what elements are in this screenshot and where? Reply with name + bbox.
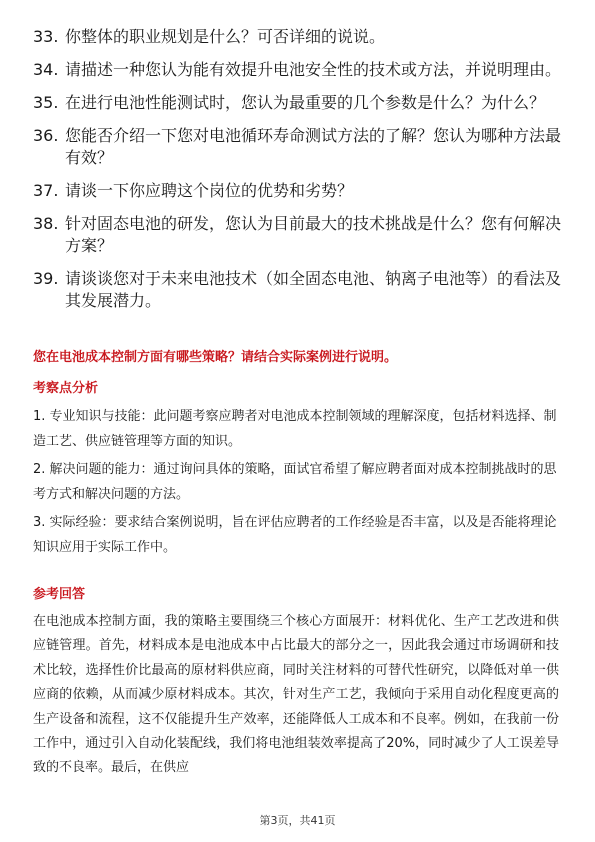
analysis-list	[33, 405, 559, 564]
analysis-item: 3. 实际经验：要求结合案例说明，旨在评估应聘者的工作经验是否丰富，以及是否能将理论知识应用于实际工作中。	[33, 515, 557, 555]
list-item	[33, 125, 563, 169]
question-number: 33.	[33, 27, 59, 46]
question-number: 39.	[33, 269, 59, 288]
question-text: 请谈谈您对于未来电池技术（如全固态电池、钠离子电池等）的看法及其发展潜力。	[65, 269, 562, 310]
answer-paragraph: 在电池成本控制方面，我的策略主要围绕三个核心方面展开：材料优化、生产工艺改进和供应链管理。首先，材料成本是电池成本中占比最大的部分之一，因此我会通过市场调研和技术比较，选择性价比最高的原材料供应商，同时关注材料的可替代性研究，以降低对单一供应商的依赖，从而减少原材料成本。其次，针对生产工艺，我倾向于采用自动化程度更高的生产设备和流程，这不仅能提升生产效率，还能降低人工成本和不良率。例如，在我前一份工作中，通过引入自动化装配线，我们将电池组装效率提高了20%，同时减少了人工误差导致的不良率。最后，在供应	[33, 614, 559, 776]
question-number: 37.	[33, 181, 59, 200]
analysis-heading: 考察点分析	[33, 381, 99, 396]
list-item	[33, 268, 563, 312]
list-item	[33, 59, 563, 81]
question-text: 你整体的职业规划是什么？可否详细的说说。	[65, 27, 386, 46]
analysis-item: 1. 专业知识与技能：此问题考察应聘者对电池成本控制领域的理解深度，包括材料选择、制造工艺、供应链管理等方面的知识。	[33, 409, 557, 449]
question-text: 您能否介绍一下您对电池循环寿命测试方法的了解？您认为哪种方法最有效？	[65, 126, 562, 167]
question-number: 34.	[33, 60, 59, 79]
question-text: 在进行电池性能测试时，您认为最重要的几个参数是什么？为什么？	[65, 93, 546, 112]
question-list	[33, 26, 563, 323]
question-number: 35.	[33, 93, 59, 112]
question-number: 38.	[33, 214, 59, 233]
list-item	[33, 213, 563, 257]
list-item	[33, 92, 563, 114]
question-text: 请描述一种您认为能有效提升电池安全性的技术或方法，并说明理由。	[65, 60, 562, 79]
question-text: 针对固态电池的研发，您认为目前最大的技术挑战是什么？您有何解决方案？	[65, 214, 562, 255]
featured-question: 您在电池成本控制方面有哪些策略？请结合实际案例进行说明。	[33, 350, 398, 365]
answer-heading: 参考回答	[33, 587, 86, 602]
page-footer: 第3页，共41页	[259, 814, 336, 827]
question-number: 36.	[33, 126, 59, 145]
question-text: 请谈一下你应聘这个岗位的优势和劣势？	[65, 181, 354, 200]
list-item	[33, 180, 563, 202]
analysis-item: 2. 解决问题的能力：通过询问具体的策略，面试官希望了解应聘者面对成本控制挑战时的思考方式和解决问题的方法。	[33, 462, 557, 502]
list-item	[33, 26, 563, 48]
